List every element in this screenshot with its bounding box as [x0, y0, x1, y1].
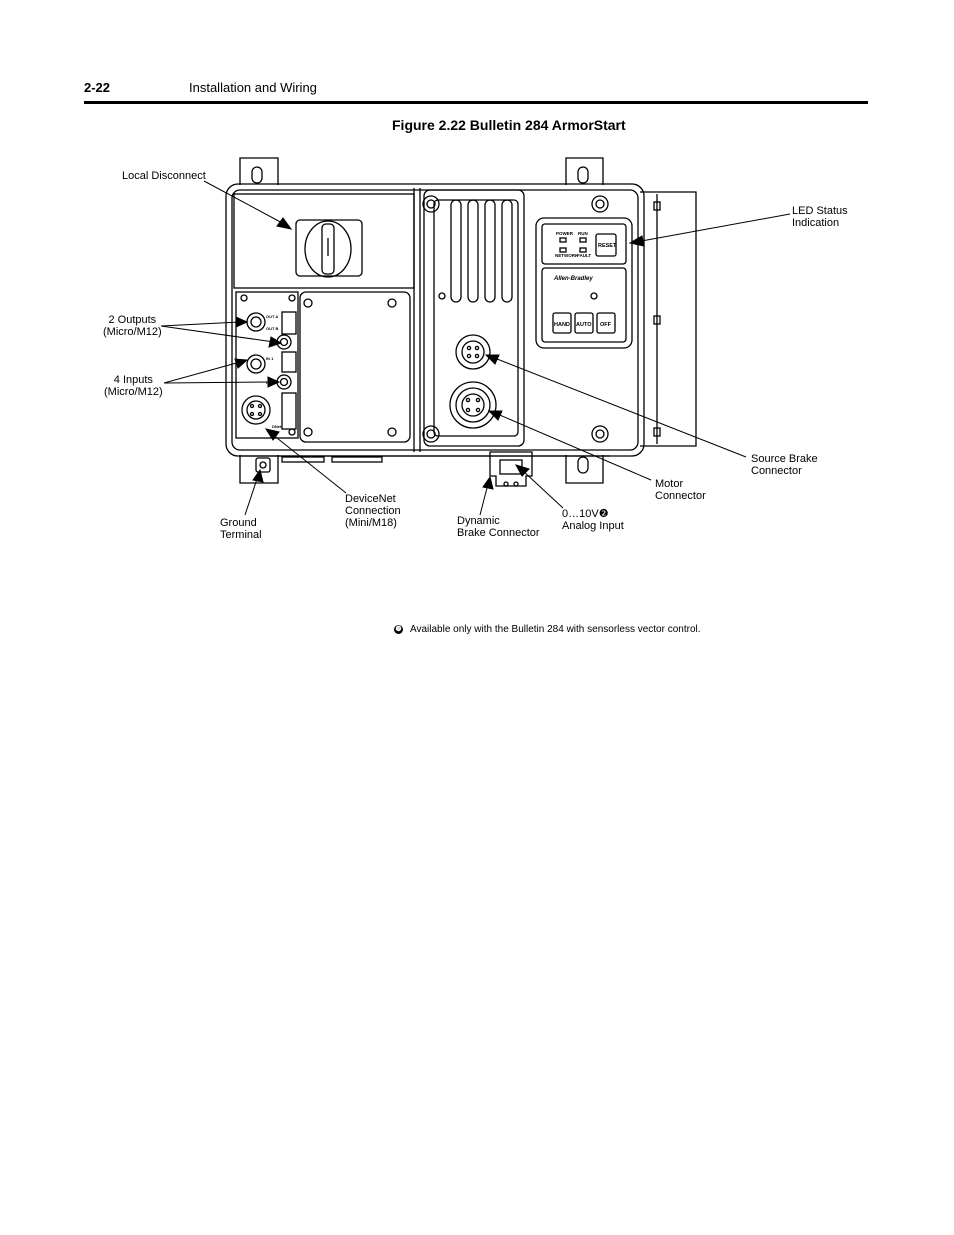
mount-tab-top-left: [240, 158, 278, 185]
mount-tab-top-right: [566, 158, 603, 185]
brand-label: Allen-Bradley: [554, 276, 593, 282]
ground-terminal: [256, 458, 270, 472]
disconnect-handle-housing: [296, 220, 362, 276]
label-led-status: LED Status Indication: [792, 205, 848, 229]
run-led-label: RUN: [578, 231, 588, 236]
label-local-disconnect: Local Disconnect: [122, 170, 206, 182]
label-inputs: 4 Inputs (Micro/M12): [104, 374, 163, 398]
out-a-label: OUT A: [266, 314, 279, 319]
off-label: OFF: [600, 322, 611, 328]
out-b-label: OUT B: [266, 326, 279, 331]
power-led-label: POWER: [556, 231, 574, 236]
label-ground-terminal: Ground Terminal: [220, 517, 262, 541]
label-devicenet: DeviceNet Connection (Mini/M18): [345, 493, 401, 529]
armorstart-drawing: [0, 0, 954, 600]
section-title: Installation and Wiring: [189, 80, 317, 95]
footnote: [394, 624, 701, 635]
network-led-label: NETWORK: [555, 253, 579, 258]
page-number: 2-22: [84, 80, 111, 95]
label-analog-input: 0…10V❷ Analog Input: [562, 508, 624, 532]
reset-label: RESET: [598, 243, 617, 249]
label-outputs: 2 Outputs (Micro/M12): [103, 314, 162, 338]
in-1-label: IN 1: [266, 356, 274, 361]
footnote-mark: ❷: [395, 626, 402, 633]
enclosure-outline: [226, 184, 644, 456]
arrow-dynamic-brake: [483, 477, 493, 489]
dnet-label: DNet: [272, 424, 282, 429]
label-dynamic-brake: Dynamic Brake Connector: [457, 515, 540, 539]
mount-tab-bottom-right: [566, 455, 603, 483]
hand-label: HAND: [554, 322, 570, 328]
figure-title: Figure 2.22 Bulletin 284 ArmorStart: [392, 117, 626, 133]
cover-plate: [300, 292, 410, 442]
arrow-local-disconnect: [277, 218, 291, 229]
auto-label: AUTO: [576, 322, 592, 328]
fault-led-label: FAULT: [577, 253, 592, 258]
footnote-text: Available only with the Bulletin 284 with sensorless vector control.: [410, 624, 701, 635]
label-motor-connector: Motor Connector: [655, 478, 706, 502]
label-source-brake: Source Brake Connector: [751, 453, 818, 477]
